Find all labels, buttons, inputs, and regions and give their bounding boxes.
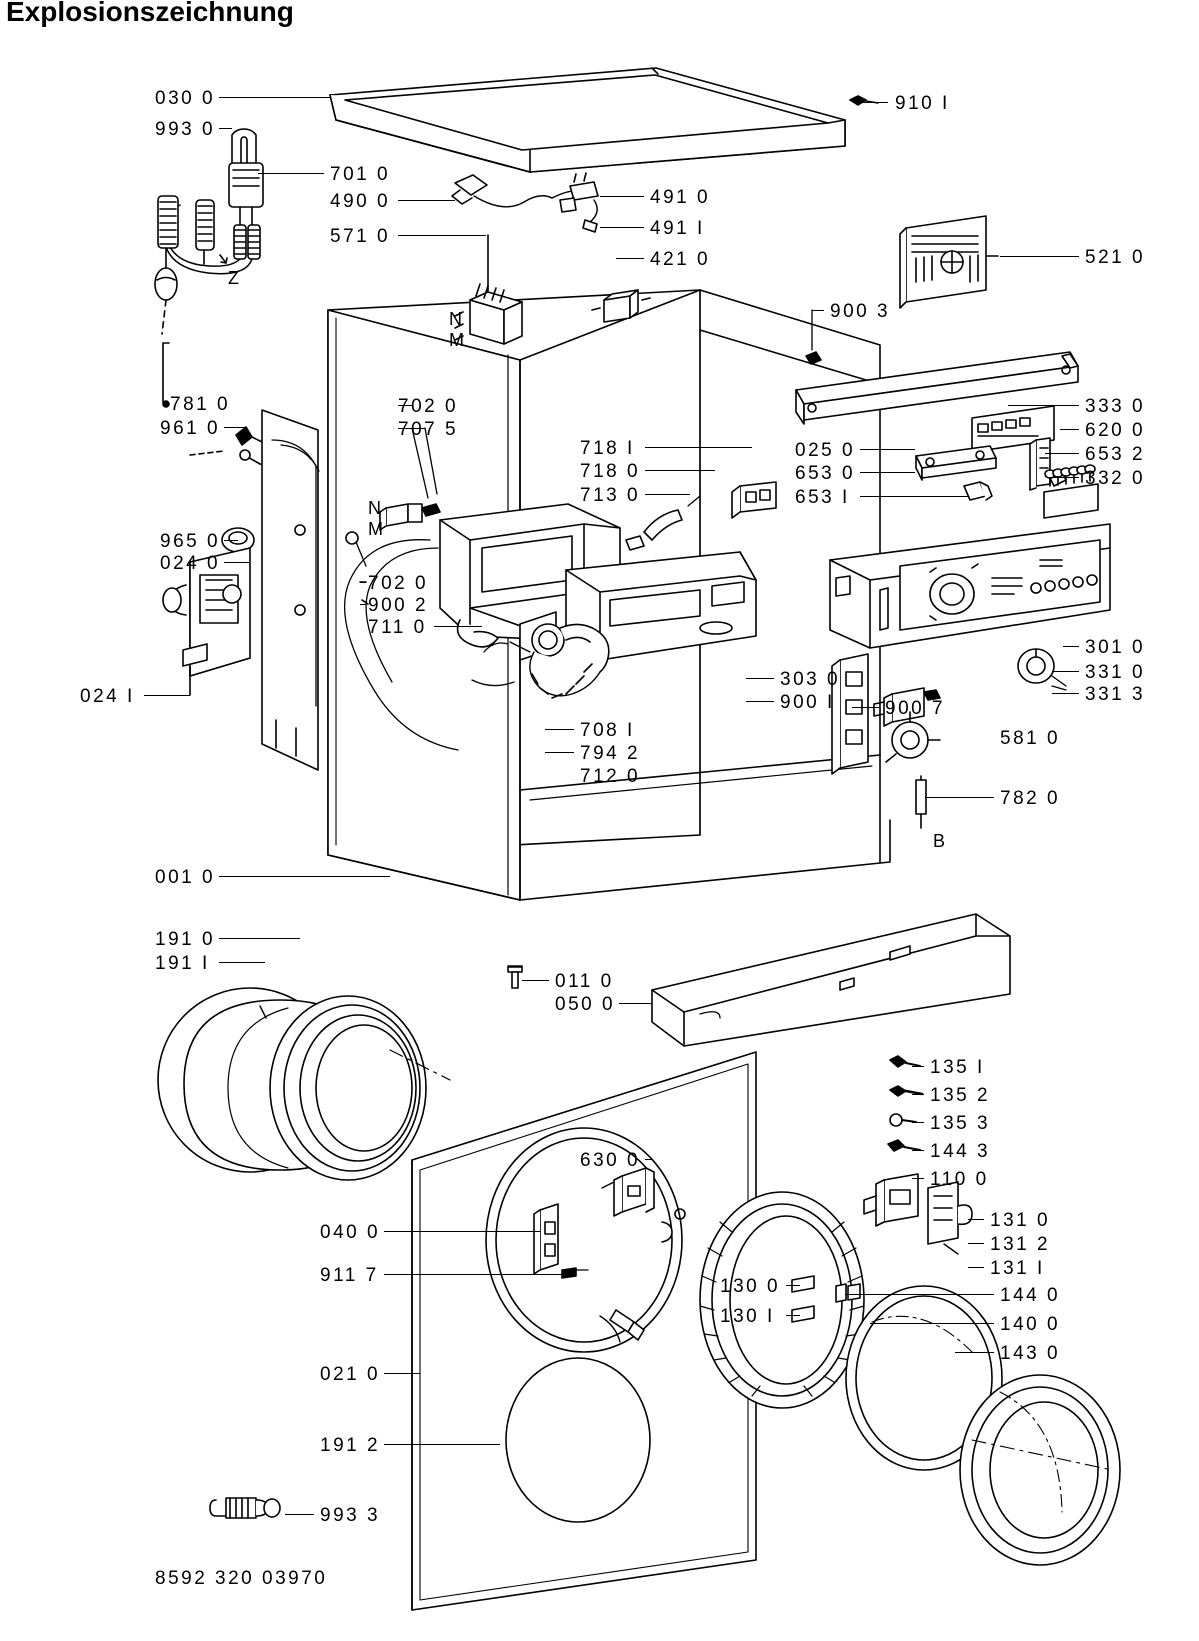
inline-marker-n-3: N: [368, 498, 381, 518]
part-label-620-0: 620 0: [1085, 420, 1146, 441]
part-label-021-0: 021 0: [320, 1364, 381, 1385]
leader-line-130-0: [786, 1285, 800, 1286]
inline-marker-m-4: M: [368, 519, 383, 539]
leader-line-421-0: [616, 258, 644, 259]
strip-025: [916, 446, 996, 480]
knob-331: [1018, 649, 1066, 690]
leader-line-144-0: [845, 1294, 994, 1295]
leader-line-050-0: [619, 1003, 652, 1004]
console-301: [830, 524, 1110, 648]
leader-line-024-1: [144, 695, 190, 696]
leader-line-900-7: [852, 707, 879, 708]
leader-line-331-3: [1052, 693, 1079, 694]
power-cord-993: [155, 129, 263, 403]
part-label-491-1: 491 I: [650, 218, 705, 239]
part-label-331-3: 331 3: [1085, 684, 1146, 705]
leader-line-135-2: [912, 1094, 924, 1095]
part-label-910-1: 910 I: [895, 93, 950, 114]
part-label-900-7: 900 7: [885, 698, 946, 719]
leader-line-491-0: [600, 196, 644, 197]
leader-line-711-0: [434, 626, 482, 627]
leader-line-021-0: [384, 1373, 420, 1374]
leader-line-135-1: [912, 1066, 924, 1067]
leader-line-301-0: [1063, 646, 1079, 647]
inline-marker-z-2: Z: [228, 268, 239, 288]
leader-line-024-0: [224, 562, 250, 563]
inline-marker-b-5: B: [933, 831, 946, 851]
part-label-653-0: 653 0: [795, 463, 856, 484]
part-label-135-1: 135 I: [930, 1057, 985, 1078]
rod-782: [916, 776, 926, 828]
drawing-code: 8592 320 03970: [155, 1568, 328, 1589]
page-title: Explosionszeichnung: [6, 0, 294, 27]
part-label-144-0: 144 0: [1000, 1285, 1061, 1306]
leader-line-191-1: [219, 962, 265, 963]
leader-line-331-0: [1052, 671, 1079, 672]
part-label-781-0: 781 0: [170, 394, 231, 415]
spring-993-3: [210, 1498, 280, 1518]
leader-line-143-0: [955, 1352, 994, 1353]
leader-line-653-1: [860, 496, 968, 497]
leader-line-718-1: [645, 447, 752, 448]
part-label-001-0: 001 0: [155, 867, 216, 888]
part-label-332-0: 332 0: [1085, 468, 1146, 489]
part-label-303-0: 303 0: [780, 669, 841, 690]
part-label-040-0: 040 0: [320, 1222, 381, 1243]
leader-line-653-0: [860, 472, 915, 473]
part-label-025-0: 025 0: [795, 440, 856, 461]
part-label-653-2: 653 2: [1085, 444, 1146, 465]
part-label-140-0: 140 0: [1000, 1314, 1061, 1335]
leader-line-140-0: [870, 1323, 994, 1324]
leader-line-910-1: [862, 102, 888, 103]
leader-line-620-0: [1060, 429, 1079, 430]
leader-line-030-0: [219, 97, 330, 98]
part-label-110-0: 110 0: [930, 1169, 989, 1190]
leader-line-993-3: [285, 1514, 314, 1515]
part-label-521-0: 521 0: [1085, 247, 1146, 268]
part-label-030-0: 030 0: [155, 88, 216, 109]
part-label-135-2: 135 2: [930, 1085, 991, 1106]
leader-line-521-0: [1000, 256, 1079, 257]
leader-line-781-0: [163, 403, 166, 404]
part-label-707-5: 707 5: [398, 419, 459, 440]
leader-line-782-0: [925, 797, 994, 798]
part-label-135-3: 135 3: [930, 1113, 991, 1134]
part-label-900-2: 900 2: [368, 595, 429, 616]
part-label-490-0: 490 0: [330, 191, 391, 212]
leader-line-025-0: [860, 449, 915, 450]
leader-line-303-0: [746, 678, 774, 679]
part-label-143-0: 143 0: [1000, 1343, 1061, 1364]
part-label-713-0: 713 0: [580, 485, 641, 506]
leader-line-653-2: [1045, 453, 1079, 454]
part-label-581-0: 581 0: [1000, 728, 1061, 749]
leader-line-135-3: [912, 1122, 924, 1123]
part-label-993-0: 993 0: [155, 119, 216, 140]
part-label-961-0: 961 0: [160, 418, 221, 439]
door-seal-191: [158, 988, 450, 1180]
leader-line-130-1: [786, 1315, 800, 1316]
part-label-653-1: 653 I: [795, 487, 850, 508]
part-label-011-0: 011 0: [555, 971, 614, 992]
part-label-050-0: 050 0: [555, 994, 616, 1015]
leader-line-333-0: [1008, 405, 1079, 406]
hinge-040: [534, 1204, 558, 1274]
leader-line-131-1: [968, 1267, 984, 1268]
inline-marker-m-1: M: [449, 330, 464, 350]
leader-line-702-0b: [360, 582, 366, 583]
leader-line-131-0: [968, 1219, 984, 1220]
leader-line-718-0: [645, 470, 715, 471]
leader-line-708-1: [545, 729, 574, 730]
leader-line-490-0: [398, 200, 455, 201]
part-label-333-0: 333 0: [1085, 396, 1146, 417]
part-label-708-1: 708 I: [580, 720, 635, 741]
part-label-911-7: 911 7: [320, 1265, 379, 1286]
hardware-110-0: [864, 1174, 918, 1226]
part-label-131-0: 131 0: [990, 1210, 1051, 1231]
screw-011: [508, 966, 522, 988]
leader-line-011-0: [522, 980, 549, 981]
leader-line-571-0: [398, 235, 486, 236]
part-label-993-3: 993 3: [320, 1505, 381, 1526]
part-label-130-0: 130 0: [720, 1276, 781, 1297]
part-label-571-0: 571 0: [330, 226, 391, 247]
clip-653-1: [964, 482, 992, 500]
screw-900-3: [806, 310, 821, 364]
leader-line-131-2: [968, 1243, 984, 1244]
part-label-630-0: 630 0: [580, 1150, 641, 1171]
door-glass-143: [960, 1375, 1120, 1565]
side-panel: [262, 410, 319, 770]
leader-line-191-0: [219, 938, 300, 939]
part-label-301-0: 301 0: [1085, 637, 1146, 658]
leader-line-794-2: [545, 752, 574, 753]
leader-line-713-0: [645, 494, 690, 495]
module-521: [900, 216, 998, 308]
leader-line-961-0: [224, 427, 246, 428]
hardware-131: [928, 1182, 972, 1254]
part-label-191-0: 191 0: [155, 929, 216, 950]
leader-line-900-3: [812, 310, 824, 311]
leader-line-630-0: [645, 1159, 652, 1160]
part-label-794-2: 794 2: [580, 743, 641, 764]
part-label-421-0: 421 0: [650, 249, 711, 270]
leader-line-110-0: [912, 1178, 924, 1179]
part-label-718-1: 718 I: [580, 438, 635, 459]
part-label-900-1: 900 I: [780, 692, 835, 713]
leader-line-911-7: [384, 1274, 562, 1275]
leader-line-144-3: [912, 1150, 924, 1151]
leader-line-900-1: [746, 701, 774, 702]
wiring-490: [452, 173, 598, 232]
part-label-702-0b: 702 0: [368, 573, 429, 594]
part-label-130-1: 130 I: [720, 1306, 775, 1327]
part-label-712-0: 712 0: [580, 766, 641, 787]
part-label-711-0: 711 0: [368, 617, 427, 638]
part-label-965-0: 965 0: [160, 531, 221, 552]
part-label-701-0: 701 0: [330, 164, 391, 185]
leader-line-040-0: [384, 1231, 540, 1232]
clip-144-0: [836, 1284, 846, 1302]
leader-line-332-0: [1050, 477, 1079, 478]
leader-line-993-0: [219, 128, 232, 129]
leader-line-965-0: [224, 540, 238, 541]
part-label-024-1: 024 I: [80, 686, 135, 707]
screw-910: [850, 96, 878, 105]
leader-line-491-1: [600, 227, 644, 228]
part-label-191-1: 191 I: [155, 953, 210, 974]
part-label-131-1: 131 I: [990, 1258, 1045, 1279]
part-label-900-3: 900 3: [830, 301, 891, 322]
leader-line-191-2: [384, 1444, 500, 1445]
leader-line-001-0: [219, 876, 390, 877]
part-label-144-3: 144 3: [930, 1141, 991, 1162]
leader-line-900-2: [360, 604, 366, 605]
leader-line-701-0: [258, 173, 324, 174]
kickplate-050: [652, 914, 1010, 1046]
part-label-702-0a: 702 0: [398, 396, 459, 417]
part-label-782-0: 782 0: [1000, 788, 1061, 809]
part-label-191-2: 191 2: [320, 1435, 381, 1456]
part-332: [1030, 438, 1066, 490]
part-label-131-2: 131 2: [990, 1234, 1051, 1255]
part-718: [688, 482, 776, 518]
part-label-024-0: 024 0: [160, 553, 221, 574]
part-label-491-0: 491 0: [650, 187, 711, 208]
part-label-718-0: 718 0: [580, 461, 641, 482]
top-lid-part: [330, 68, 845, 172]
inline-marker-n-0: N: [449, 309, 462, 329]
part-label-331-0: 331 0: [1085, 662, 1146, 683]
hardware-135-3: [890, 1114, 916, 1126]
